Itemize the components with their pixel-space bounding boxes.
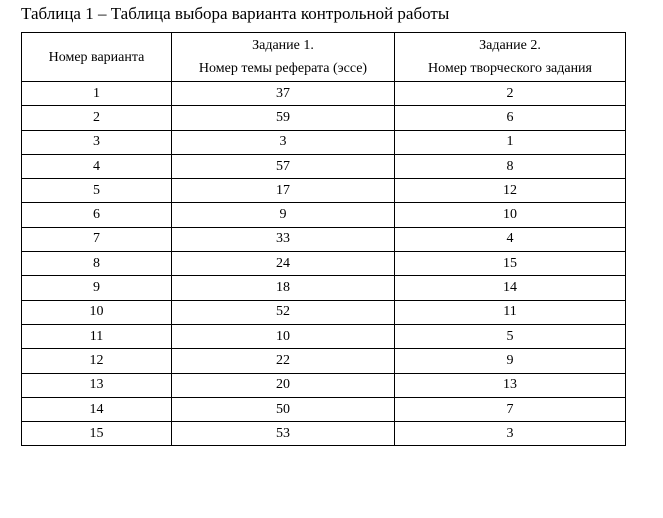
table-row <box>22 349 626 373</box>
header-variant-number <box>22 33 172 82</box>
cell-variant-number: 4 <box>22 154 172 178</box>
table-row <box>22 300 626 324</box>
cell-essay-topic-number: 17 <box>172 179 395 203</box>
cell-variant-number: 2 <box>22 106 172 130</box>
variant-selection-table <box>21 32 626 446</box>
table-body <box>22 82 626 446</box>
cell-creative-task-number: 8 <box>395 154 626 178</box>
cell-creative-task-number: 13 <box>395 373 626 397</box>
cell-variant-number: 7 <box>22 227 172 251</box>
cell-creative-task-number: 2 <box>395 82 626 106</box>
cell-variant-number: 9 <box>22 276 172 300</box>
cell-creative-task-number: 4 <box>395 227 626 251</box>
header-task-1-title: Задание 1. <box>252 38 314 53</box>
table-row <box>22 324 626 348</box>
cell-creative-task-number: 7 <box>395 397 626 421</box>
table-row <box>22 397 626 421</box>
cell-creative-task-number: 9 <box>395 349 626 373</box>
cell-variant-number: 12 <box>22 349 172 373</box>
table-row <box>22 106 626 130</box>
cell-creative-task-number: 6 <box>395 106 626 130</box>
cell-creative-task-number: 3 <box>395 422 626 446</box>
cell-essay-topic-number: 24 <box>172 252 395 276</box>
table-row <box>22 154 626 178</box>
cell-variant-number: 8 <box>22 252 172 276</box>
table-caption: Таблица 1 – Таблица выбора варианта контрольной работы <box>21 4 450 23</box>
table-row <box>22 276 626 300</box>
table-row <box>22 203 626 227</box>
cell-essay-topic-number: 52 <box>172 300 395 324</box>
table-row <box>22 179 626 203</box>
header-task-2-subtitle: Номер творческого задания <box>427 61 592 76</box>
cell-essay-topic-number: 33 <box>172 227 395 251</box>
table-row <box>22 252 626 276</box>
cell-variant-number: 14 <box>22 397 172 421</box>
cell-essay-topic-number: 57 <box>172 154 395 178</box>
table-row <box>22 227 626 251</box>
cell-variant-number: 3 <box>22 130 172 154</box>
cell-essay-topic-number: 59 <box>172 106 395 130</box>
cell-creative-task-number: 15 <box>395 252 626 276</box>
header-task-1 <box>172 33 395 82</box>
cell-variant-number: 15 <box>22 422 172 446</box>
cell-variant-number: 1 <box>22 82 172 106</box>
cell-variant-number: 11 <box>22 324 172 348</box>
cell-variant-number: 5 <box>22 179 172 203</box>
cell-essay-topic-number: 10 <box>172 324 395 348</box>
cell-essay-topic-number: 20 <box>172 373 395 397</box>
cell-creative-task-number: 11 <box>395 300 626 324</box>
cell-essay-topic-number: 37 <box>172 82 395 106</box>
cell-essay-topic-number: 53 <box>172 422 395 446</box>
table-row <box>22 373 626 397</box>
header-variant-label: Номер варианта <box>48 49 145 65</box>
cell-essay-topic-number: 50 <box>172 397 395 421</box>
cell-variant-number: 6 <box>22 203 172 227</box>
cell-creative-task-number: 12 <box>395 179 626 203</box>
header-task-2 <box>395 33 626 82</box>
cell-creative-task-number: 14 <box>395 276 626 300</box>
table-header-row <box>22 33 626 82</box>
cell-essay-topic-number: 3 <box>172 130 395 154</box>
cell-essay-topic-number: 18 <box>172 276 395 300</box>
cell-creative-task-number: 5 <box>395 324 626 348</box>
cell-variant-number: 10 <box>22 300 172 324</box>
table-row <box>22 130 626 154</box>
cell-essay-topic-number: 9 <box>172 203 395 227</box>
header-task-1-subtitle: Номер темы реферата (эссе) <box>198 61 368 76</box>
cell-essay-topic-number: 22 <box>172 349 395 373</box>
table-row <box>22 422 626 446</box>
cell-creative-task-number: 10 <box>395 203 626 227</box>
header-task-2-title: Задание 2. <box>479 38 541 53</box>
cell-variant-number: 13 <box>22 373 172 397</box>
cell-creative-task-number: 1 <box>395 130 626 154</box>
table-row <box>22 82 626 106</box>
